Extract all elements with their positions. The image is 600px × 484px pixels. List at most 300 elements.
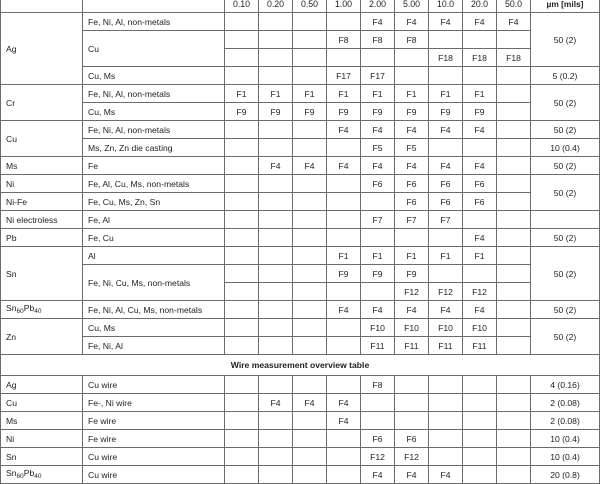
method-cell: F4 [429,157,463,175]
method-cell: F4 [395,301,429,319]
method-cell [327,13,361,31]
substrate-label: Fe, Ni, Cu, Ms, non-metals [83,265,225,301]
method-cell: F9 [259,103,293,121]
method-cell: F4 [395,157,429,175]
method-cell [225,49,259,67]
method-cell [327,49,361,67]
method-cell: F1 [395,85,429,103]
method-cell [259,412,293,430]
table-row [1,211,600,229]
measuring-range: 20 (0.8) [531,466,600,484]
method-cell: F4 [395,13,429,31]
measuring-range: 2 (0.08) [531,412,600,430]
method-cell [497,448,531,466]
coating-element: Ni-Fe [1,193,83,211]
method-cell [395,394,429,412]
thickness-header: 0.10 [225,0,259,13]
method-cell: F4 [361,13,395,31]
method-cell: F4 [293,394,327,412]
method-cell [259,31,293,49]
method-cell [361,283,395,301]
method-cell [293,430,327,448]
method-cell [395,67,429,85]
method-cell [225,376,259,394]
method-cell [361,49,395,67]
measuring-range: 50 (2) [531,157,600,175]
unit-header: µm [mils] [531,0,600,13]
header-blank [83,0,225,13]
substrate-label: Cu wire [83,448,225,466]
element-index: 40 [34,307,42,315]
thickness-header: 0.50 [293,0,327,13]
wire-element: Cu [1,394,83,412]
wire-element: Ni [1,430,83,448]
method-cell: F9 [463,103,497,121]
method-cell: F4 [429,121,463,139]
method-cell [225,265,259,283]
method-cell [429,430,463,448]
method-cell: F4 [327,121,361,139]
method-cell [293,247,327,265]
element-index: 40 [34,472,42,480]
coating-element: Zn [1,319,83,355]
method-cell: F1 [395,247,429,265]
wire-section-title: Wire measurement overview table [1,355,600,376]
thickness-header: 20.0 [463,0,497,13]
wire-element [1,466,83,484]
header-row [1,0,600,13]
method-cell: F17 [361,67,395,85]
method-cell [497,430,531,448]
method-cell: F6 [361,430,395,448]
method-cell [259,265,293,283]
substrate-label: Fe, Cu, Ms, Zn, Sn [83,193,225,211]
method-cell [259,247,293,265]
method-cell: F6 [361,175,395,193]
substrate-label: Fe-, Ni wire [83,394,225,412]
method-cell: F1 [429,247,463,265]
measuring-range: 50 (2) [531,319,600,355]
method-cell: F4 [429,301,463,319]
method-cell [225,139,259,157]
method-cell: F4 [497,13,531,31]
method-cell [225,175,259,193]
method-cell [225,283,259,301]
method-cell: F1 [463,247,497,265]
method-cell: F4 [463,157,497,175]
method-cell [497,337,531,355]
substrate-label: Cu, Ms [83,67,225,85]
method-cell [361,229,395,247]
method-cell: F4 [463,13,497,31]
method-cell [293,319,327,337]
method-cell [463,211,497,229]
method-cell: F6 [395,193,429,211]
substrate-label: Fe, Cu [83,229,225,247]
method-cell [259,49,293,67]
method-cell [395,412,429,430]
measuring-range: 5 (0.2) [531,67,600,85]
thickness-header: 50.0 [497,0,531,13]
method-cell [293,265,327,283]
method-cell [395,49,429,67]
method-cell: F6 [395,430,429,448]
method-cell [293,121,327,139]
method-cell [497,301,531,319]
method-cell [497,319,531,337]
method-cell: F10 [395,319,429,337]
coating-element: Ni [1,175,83,193]
table-row [1,85,600,103]
table-row [1,319,600,337]
substrate-label: Fe [83,157,225,175]
method-cell [225,67,259,85]
method-cell: F5 [395,139,429,157]
method-cell [497,283,531,301]
table-row [1,103,600,121]
method-cell: F8 [327,31,361,49]
table-row [1,466,600,484]
method-cell [497,175,531,193]
table-row [1,412,600,430]
measuring-range: 2 (0.08) [531,394,600,412]
method-cell: F12 [395,448,429,466]
method-cell [497,31,531,49]
wire-element: Ag [1,376,83,394]
table-row [1,121,600,139]
method-cell: F17 [327,67,361,85]
method-cell [463,430,497,448]
method-cell: F4 [327,301,361,319]
method-cell: F4 [463,229,497,247]
method-cell [463,376,497,394]
substrate-label: Fe wire [83,430,225,448]
method-cell [497,466,531,484]
method-cell [259,319,293,337]
substrate-label: Cu, Ms [83,319,225,337]
coating-element: Ag [1,13,83,85]
method-cell [463,67,497,85]
substrate-label: Fe, Ni, Al, non-metals [83,85,225,103]
method-cell [463,466,497,484]
method-cell: F4 [259,157,293,175]
table-row [1,67,600,85]
method-cell: F11 [463,337,497,355]
method-cell [225,430,259,448]
method-cell [327,337,361,355]
substrate-label: Fe, Ni, Al, non-metals [83,13,225,31]
method-cell [497,376,531,394]
method-cell [327,139,361,157]
method-cell [293,283,327,301]
method-cell: F11 [395,337,429,355]
method-cell [293,139,327,157]
method-cell [259,448,293,466]
method-cell [293,31,327,49]
method-cell [327,448,361,466]
method-cell [327,319,361,337]
method-cell [293,466,327,484]
method-cell [463,31,497,49]
method-cell [463,265,497,283]
method-cell: F1 [429,85,463,103]
method-cell: F7 [361,211,395,229]
substrate-label: Fe, Ni, Al, non-metals [83,121,225,139]
method-cell: F4 [293,157,327,175]
method-cell [225,157,259,175]
method-cell [225,229,259,247]
method-cell [429,376,463,394]
element-index: 60 [16,472,24,480]
method-cell [429,31,463,49]
method-cell: F1 [327,247,361,265]
measuring-range: 4 (0.16) [531,376,600,394]
thickness-header: 1.00 [327,0,361,13]
method-cell: F6 [395,175,429,193]
method-cell [225,337,259,355]
table-row [1,265,600,283]
header-blank [1,0,83,13]
method-cell [293,67,327,85]
substrate-label: Fe, Ni, Al, Cu, Ms, non-metals [83,301,225,319]
coating-element: Cu [1,121,83,157]
method-cell: F9 [395,265,429,283]
method-cell: F8 [395,31,429,49]
method-cell [327,211,361,229]
method-cell: F10 [463,319,497,337]
method-cell [259,121,293,139]
method-cell [293,175,327,193]
method-cell [497,265,531,283]
substrate-label: Cu wire [83,376,225,394]
method-cell [293,412,327,430]
method-cell [497,247,531,265]
method-cell: F7 [395,211,429,229]
method-cell [259,67,293,85]
method-cell: F4 [327,157,361,175]
measuring-range: 50 (2) [531,85,600,121]
method-cell: F18 [429,49,463,67]
method-cell: F11 [429,337,463,355]
method-cell: F9 [293,103,327,121]
element-symbol: Sn [6,467,17,478]
element-index: 60 [16,307,24,315]
method-cell [293,49,327,67]
method-cell: F6 [429,175,463,193]
method-cell [225,394,259,412]
method-cell: F1 [259,85,293,103]
method-cell [259,466,293,484]
thickness-header: 2.00 [361,0,395,13]
method-cell: F9 [225,103,259,121]
method-cell [327,229,361,247]
method-cell [259,301,293,319]
table-row [1,301,600,319]
method-cell [259,229,293,247]
method-cell [259,337,293,355]
method-cell: F7 [429,211,463,229]
method-cell [259,175,293,193]
method-cell [327,466,361,484]
method-cell [327,193,361,211]
method-cell [463,139,497,157]
method-cell [361,394,395,412]
measuring-range: 10 (0.4) [531,448,600,466]
method-cell [225,121,259,139]
method-cell [225,211,259,229]
table-row [1,376,600,394]
method-cell [259,211,293,229]
method-cell [225,193,259,211]
substrate-label: Al [83,247,225,265]
method-cell [463,394,497,412]
thickness-header: 0.20 [259,0,293,13]
table-row [1,157,600,175]
method-cell [293,229,327,247]
method-cell: F4 [395,121,429,139]
method-cell: F6 [463,175,497,193]
method-cell [497,211,531,229]
method-cell: F4 [429,466,463,484]
table-row [1,337,600,355]
method-cell: F18 [463,49,497,67]
element-symbol: Sn [6,302,17,313]
method-cell [225,31,259,49]
thickness-header: 5.00 [395,0,429,13]
wire-element: Ms [1,412,83,430]
method-cell: F1 [293,85,327,103]
method-cell: F9 [327,265,361,283]
method-cell [259,193,293,211]
method-cell [259,376,293,394]
method-cell [497,394,531,412]
method-cell: F9 [429,103,463,121]
method-cell: F4 [463,301,497,319]
method-cell [361,193,395,211]
table-row [1,448,600,466]
substrate-label: Cu wire [83,466,225,484]
method-cell: F18 [497,49,531,67]
measuring-range: 50 (2) [531,121,600,139]
method-cell: F12 [429,283,463,301]
method-cell: F9 [361,103,395,121]
coating-element: Pb [1,229,83,247]
method-cell [293,376,327,394]
method-cell [293,13,327,31]
substrate-label: Fe, Al, Cu, Ms, non-metals [83,175,225,193]
method-cell [361,412,395,430]
method-cell: F4 [327,412,361,430]
method-cell [395,229,429,247]
substrate-label: Fe, Al [83,211,225,229]
method-cell [259,13,293,31]
method-cell [497,193,531,211]
method-cell: F4 [463,121,497,139]
section-row [1,355,600,376]
method-cell: F4 [259,394,293,412]
method-cell: F8 [361,31,395,49]
table-row [1,229,600,247]
method-cell: F1 [361,85,395,103]
method-cell [429,265,463,283]
method-cell: F12 [361,448,395,466]
measuring-range: 50 (2) [531,13,600,67]
table-row [1,394,600,412]
table-row [1,175,600,193]
method-cell [497,412,531,430]
method-cell [497,121,531,139]
method-cell: F8 [361,376,395,394]
table-row [1,31,600,49]
coating-element: Sn [1,247,83,301]
method-cell: F4 [395,466,429,484]
method-cell: F6 [463,193,497,211]
method-cell [497,157,531,175]
table-row [1,247,600,265]
method-cell [225,448,259,466]
table-row [1,139,600,157]
method-cell [429,229,463,247]
method-cell [463,448,497,466]
element-symbol: Pb [23,467,35,478]
method-cell [327,283,361,301]
method-cell [463,412,497,430]
method-cell: F4 [361,121,395,139]
substrate-label: Fe wire [83,412,225,430]
method-cell [327,175,361,193]
method-cell [293,193,327,211]
table-row [1,430,600,448]
method-cell [497,67,531,85]
method-cell [429,394,463,412]
coating-element: Cr [1,85,83,121]
method-cell: F4 [361,301,395,319]
method-cell [497,103,531,121]
substrate-label: Cu, Ms [83,103,225,121]
method-cell [225,466,259,484]
method-cell [225,301,259,319]
method-cell [225,13,259,31]
method-cell [259,139,293,157]
method-cell [429,139,463,157]
method-cell: F4 [361,466,395,484]
method-cell [293,337,327,355]
measuring-range [531,211,600,229]
method-cell: F4 [361,157,395,175]
method-cell: F10 [361,319,395,337]
measuring-range: 10 (0.4) [531,139,600,157]
method-cell [327,430,361,448]
method-cell [497,139,531,157]
measuring-range: 50 (2) [531,229,600,247]
method-cell [259,283,293,301]
method-cell: F1 [225,85,259,103]
coating-element: Ni electroless [1,211,83,229]
method-cell [225,412,259,430]
method-cell: F11 [361,337,395,355]
thickness-header: 10.0 [429,0,463,13]
method-cell [395,376,429,394]
method-cell: F9 [395,103,429,121]
method-cell [327,376,361,394]
method-cell: F1 [327,85,361,103]
method-cell: F12 [463,283,497,301]
substrate-label: Cu [83,31,225,67]
method-cell: F4 [429,13,463,31]
method-cell [225,319,259,337]
method-cell: F6 [429,193,463,211]
substrate-label: Ms, Zn, Zn die casting [83,139,225,157]
